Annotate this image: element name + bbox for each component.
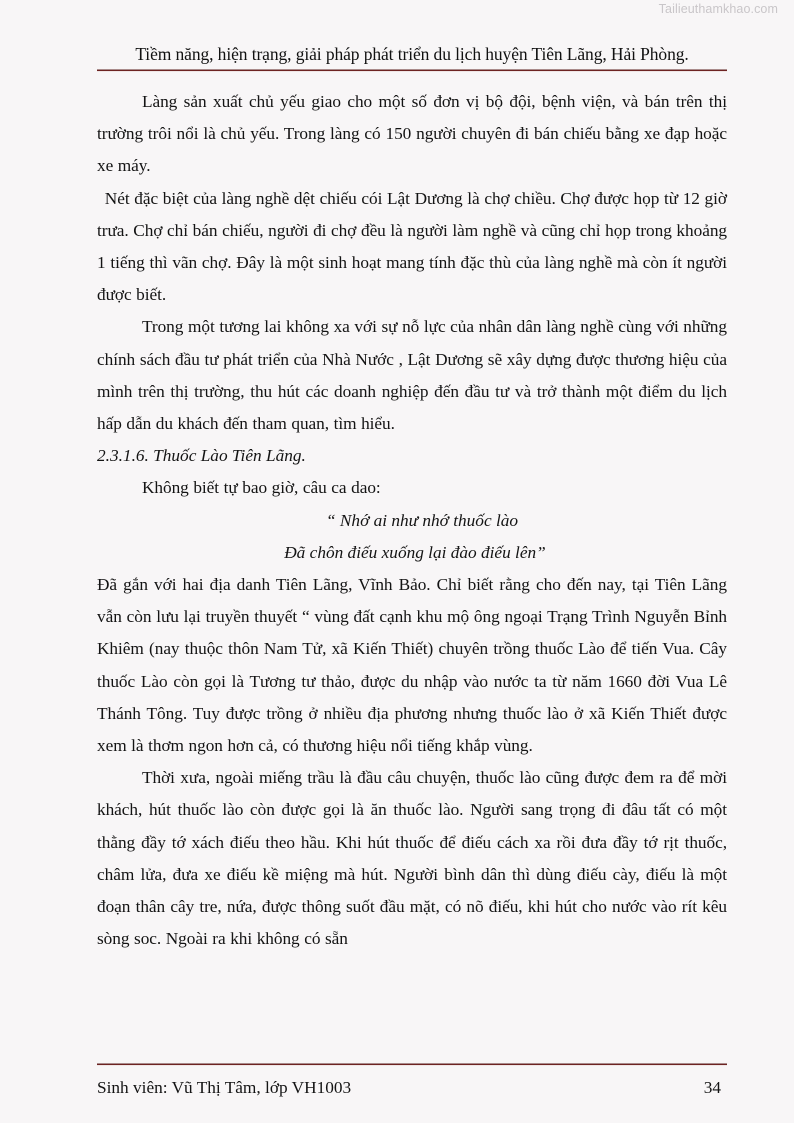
paragraph-legend-origin: Đã gắn với hai địa danh Tiên Lãng, Vĩnh Bảo. Chỉ biết rằng cho đến nay, tại Tiên Lãng vẫn còn lưu lại truyền thuyết “ vùng đất cạnh khu mộ ông ngoại Trạng Trình Nguyễn Bỉnh Khiêm (nay thuộc thôn Nam Tử, xã Kiến Thiết) chuyên trồng thuốc Lào để tiến Vua. Cây thuốc Lào còn gọi là Tương tư thảo, được du nhập vào nước ta từ năm 1660 đời Vua Lê Thánh Tông. Tuy được trồng ở nhiều địa phương nhưng thuốc lào ở xã Kiến Thiết được xem là thơm ngon hơn cả, có thương hiệu nổi tiếng khắp vùng.: [97, 575, 727, 756]
footer-row: [97, 1066, 727, 1101]
paragraph-future-outlook: Trong một tương lai không xa với sự nỗ lực của nhân dân làng nghề cùng với những chính sách đầu tư phát triển của Nhà Nước , Lật Dương sẽ xây dựng được thương hiệu của mình trên thị trường, thu hút các doanh nghiệp đến đầu tư và trở thành một điểm du lịch hấp dẫn du khách đến tham quan, tìm hiểu.: [97, 317, 727, 434]
paragraph-market-feature: Nét đặc biệt của làng nghề dệt chiếu cói Lật Dương là chợ chiều. Chợ được họp từ 12 giờ trưa. Chợ chỉ bán chiếu, người đi chợ đều là người làm nghề và cũng chỉ họp trong khoảng 1 tiếng thì vãn chợ. Đây là một sinh hoạt mang tính đặc thù của làng nghề mà còn ít người được biết.: [97, 188, 727, 305]
paragraph-folk-saying-intro: Không biết tự bao giờ, câu ca dao:: [141, 478, 381, 498]
watermark-text: Tailieuthamkhao.com: [658, 2, 778, 16]
verse-line-2: Đã chôn điếu xuống lại đào điếu lên”: [284, 542, 546, 562]
paragraph-smoking-custom: Thời xưa, ngoài miếng trầu là đầu câu chuyện, thuốc lào cũng được đem ra để mời khách, hút thuốc lào còn được gọi là ăn thuốc lào. Người sang trọng đi đâu tất có một thằng đầy tớ xách điếu theo hầu. Khi hút thuốc để điếu cách xa rồi đưa đầy tớ rịt thuốc, châm lửa, đưa xe điếu kề miệng mà hút. Người bình dân thì dùng điếu cày, điếu là một đoạn thân cây tre, nứa, được thông suốt đầu mặt, có nõ điếu, khi hút cho nước vào rít kêu sòng soc. Ngoài ra khi không có sẵn: [97, 768, 727, 949]
document-header: [97, 0, 727, 72]
document-body: [97, 72, 727, 955]
page-content: [97, 0, 727, 1123]
section-heading-2-3-1-6: 2.3.1.6. Thuốc Lào Tiên Lãng.: [97, 446, 306, 466]
document-footer: [97, 1063, 727, 1123]
footer-page-number: 34: [703, 1078, 721, 1097]
footer-author-label: Sinh viên: Vũ Thị Tâm, lớp VH1003: [97, 1078, 352, 1097]
verse-line-1: “ Nhớ ai như nhớ thuốc lào: [325, 510, 519, 530]
paragraph-village-production: Làng sản xuất chủ yếu giao cho một số đơn vị bộ đội, bệnh viện, và bán trên thị trường trôi nổi là chủ yếu. Trong làng có 150 người chuyên đi bán chiếu bằng xe đạp hoặc xe máy.: [97, 92, 727, 176]
header-title: Tiềm năng, hiện trạng, giải pháp phát triển du lịch huyện Tiên Lãng, Hải Phòng.: [135, 44, 689, 64]
